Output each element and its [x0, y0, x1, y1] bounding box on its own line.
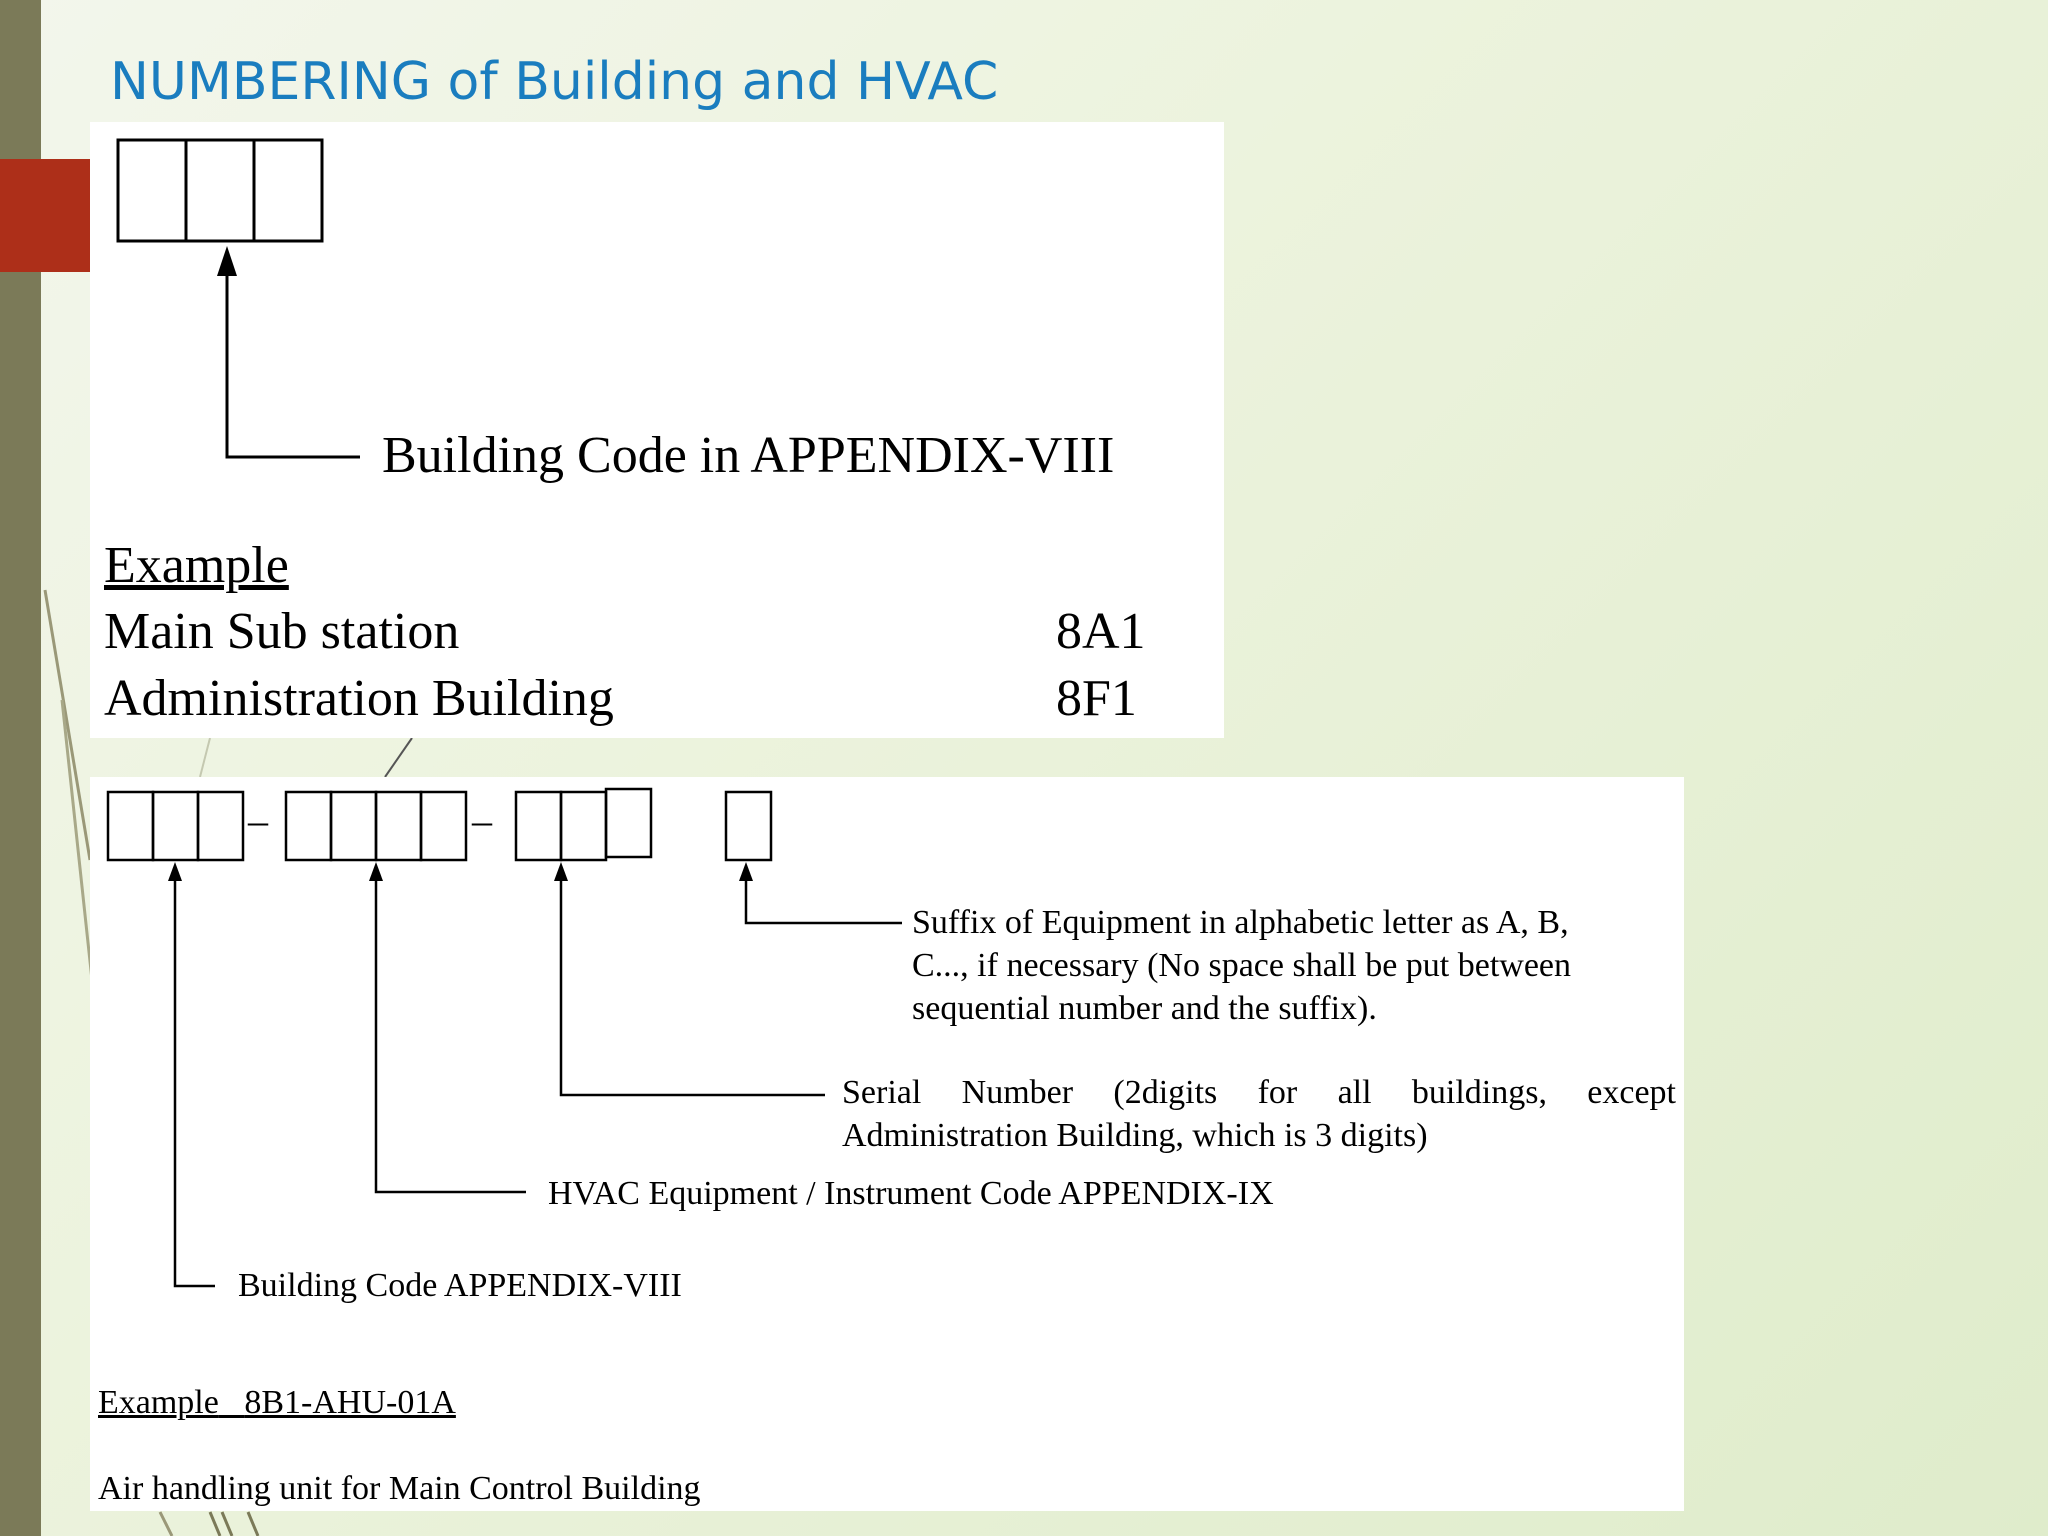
code-box — [108, 792, 153, 860]
example-label: Example — [98, 1384, 219, 1421]
code-box — [421, 792, 466, 860]
code-box — [331, 792, 376, 860]
building-code-label: Building Code in APPENDIX-VIII — [382, 427, 1115, 484]
separator-dash: – — [248, 798, 268, 843]
equipment-code-label: HVAC Equipment / Instrument Code APPENDIX-IX — [548, 1175, 1274, 1212]
code-box — [186, 140, 254, 241]
leader-line — [561, 877, 825, 1095]
code-box — [561, 792, 606, 860]
leader-line — [175, 877, 215, 1286]
suffix-label-line: C..., if necessary (No space shall be put between — [912, 947, 1571, 984]
serial-number-label-line: Administration Building, which is 3 digits) — [842, 1117, 1428, 1154]
equipment-code-panel — [90, 777, 1684, 1511]
leader-line — [376, 877, 526, 1192]
building-code-panel — [90, 122, 1224, 738]
suffix-label-line: Suffix of Equipment in alphabetic letter as A, B, — [912, 904, 1569, 941]
leader-line — [227, 272, 360, 457]
example-heading: Example — [104, 537, 289, 594]
example-description: Air handling unit for Main Control Building — [98, 1470, 701, 1507]
code-box — [606, 789, 651, 857]
code-box — [198, 792, 243, 860]
serial-number-label-line: Serial Number (2digits for all buildings, except — [842, 1074, 1676, 1111]
slide-title: NUMBERING of Building and HVAC — [110, 52, 999, 112]
example-code: 8A1 — [1056, 603, 1146, 660]
code-box — [726, 792, 771, 860]
leader-line — [746, 877, 902, 923]
suffix-label-line: sequential number and the suffix). — [912, 990, 1377, 1027]
building-code-label: Building Code APPENDIX-VIII — [238, 1267, 682, 1304]
example-code: 8F1 — [1056, 670, 1137, 727]
code-box — [254, 140, 322, 241]
code-box — [516, 792, 561, 860]
code-box — [118, 140, 186, 241]
example-line — [98, 1381, 456, 1424]
code-box — [376, 792, 421, 860]
code-box — [286, 792, 331, 860]
code-box — [153, 792, 198, 860]
example-name: Main Sub station — [104, 603, 460, 660]
example-name: Administration Building — [104, 670, 614, 727]
arrow-head — [217, 246, 237, 276]
example-code: 8B1-AHU-01A — [244, 1384, 456, 1421]
separator-dash: – — [472, 798, 492, 843]
